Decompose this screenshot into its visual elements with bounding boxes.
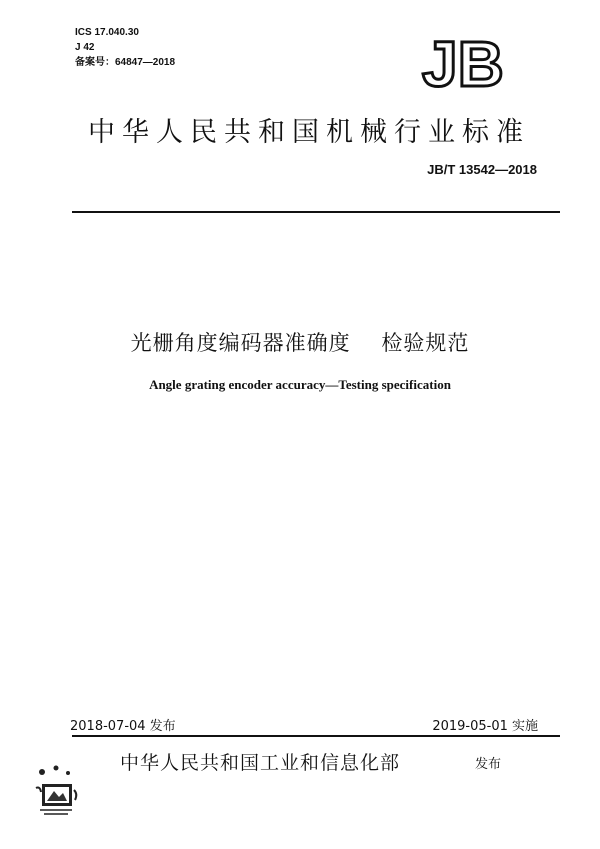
classification-code: J 42 xyxy=(75,42,95,53)
document-title-en: Angle grating encoder accuracy—Testing specification xyxy=(149,377,451,392)
document-title-cn: 光栅角度编码器准确度 检验规范 xyxy=(130,331,470,355)
standard-number: JB/T 13542—2018 xyxy=(427,162,537,177)
issuing-authority-suffix: 发布 xyxy=(475,757,502,772)
record-number: 备案号：64847—2018 xyxy=(75,57,176,68)
library-stamp-icon xyxy=(32,760,80,822)
jb-logo xyxy=(420,30,532,90)
issuing-authority: 中华人民共和国工业和信息化部 xyxy=(120,752,401,774)
footer-divider xyxy=(72,735,560,737)
header-divider xyxy=(72,211,560,213)
page-header-title: 中华人民共和国机械行业标准 xyxy=(88,117,530,148)
implement-date: 2019-05-01 实施 xyxy=(432,719,538,734)
issue-date: 2018-07-04 发布 xyxy=(70,719,176,734)
jb-logo-text: JB xyxy=(422,30,504,90)
ics-code: ICS 17.040.30 xyxy=(75,27,139,38)
